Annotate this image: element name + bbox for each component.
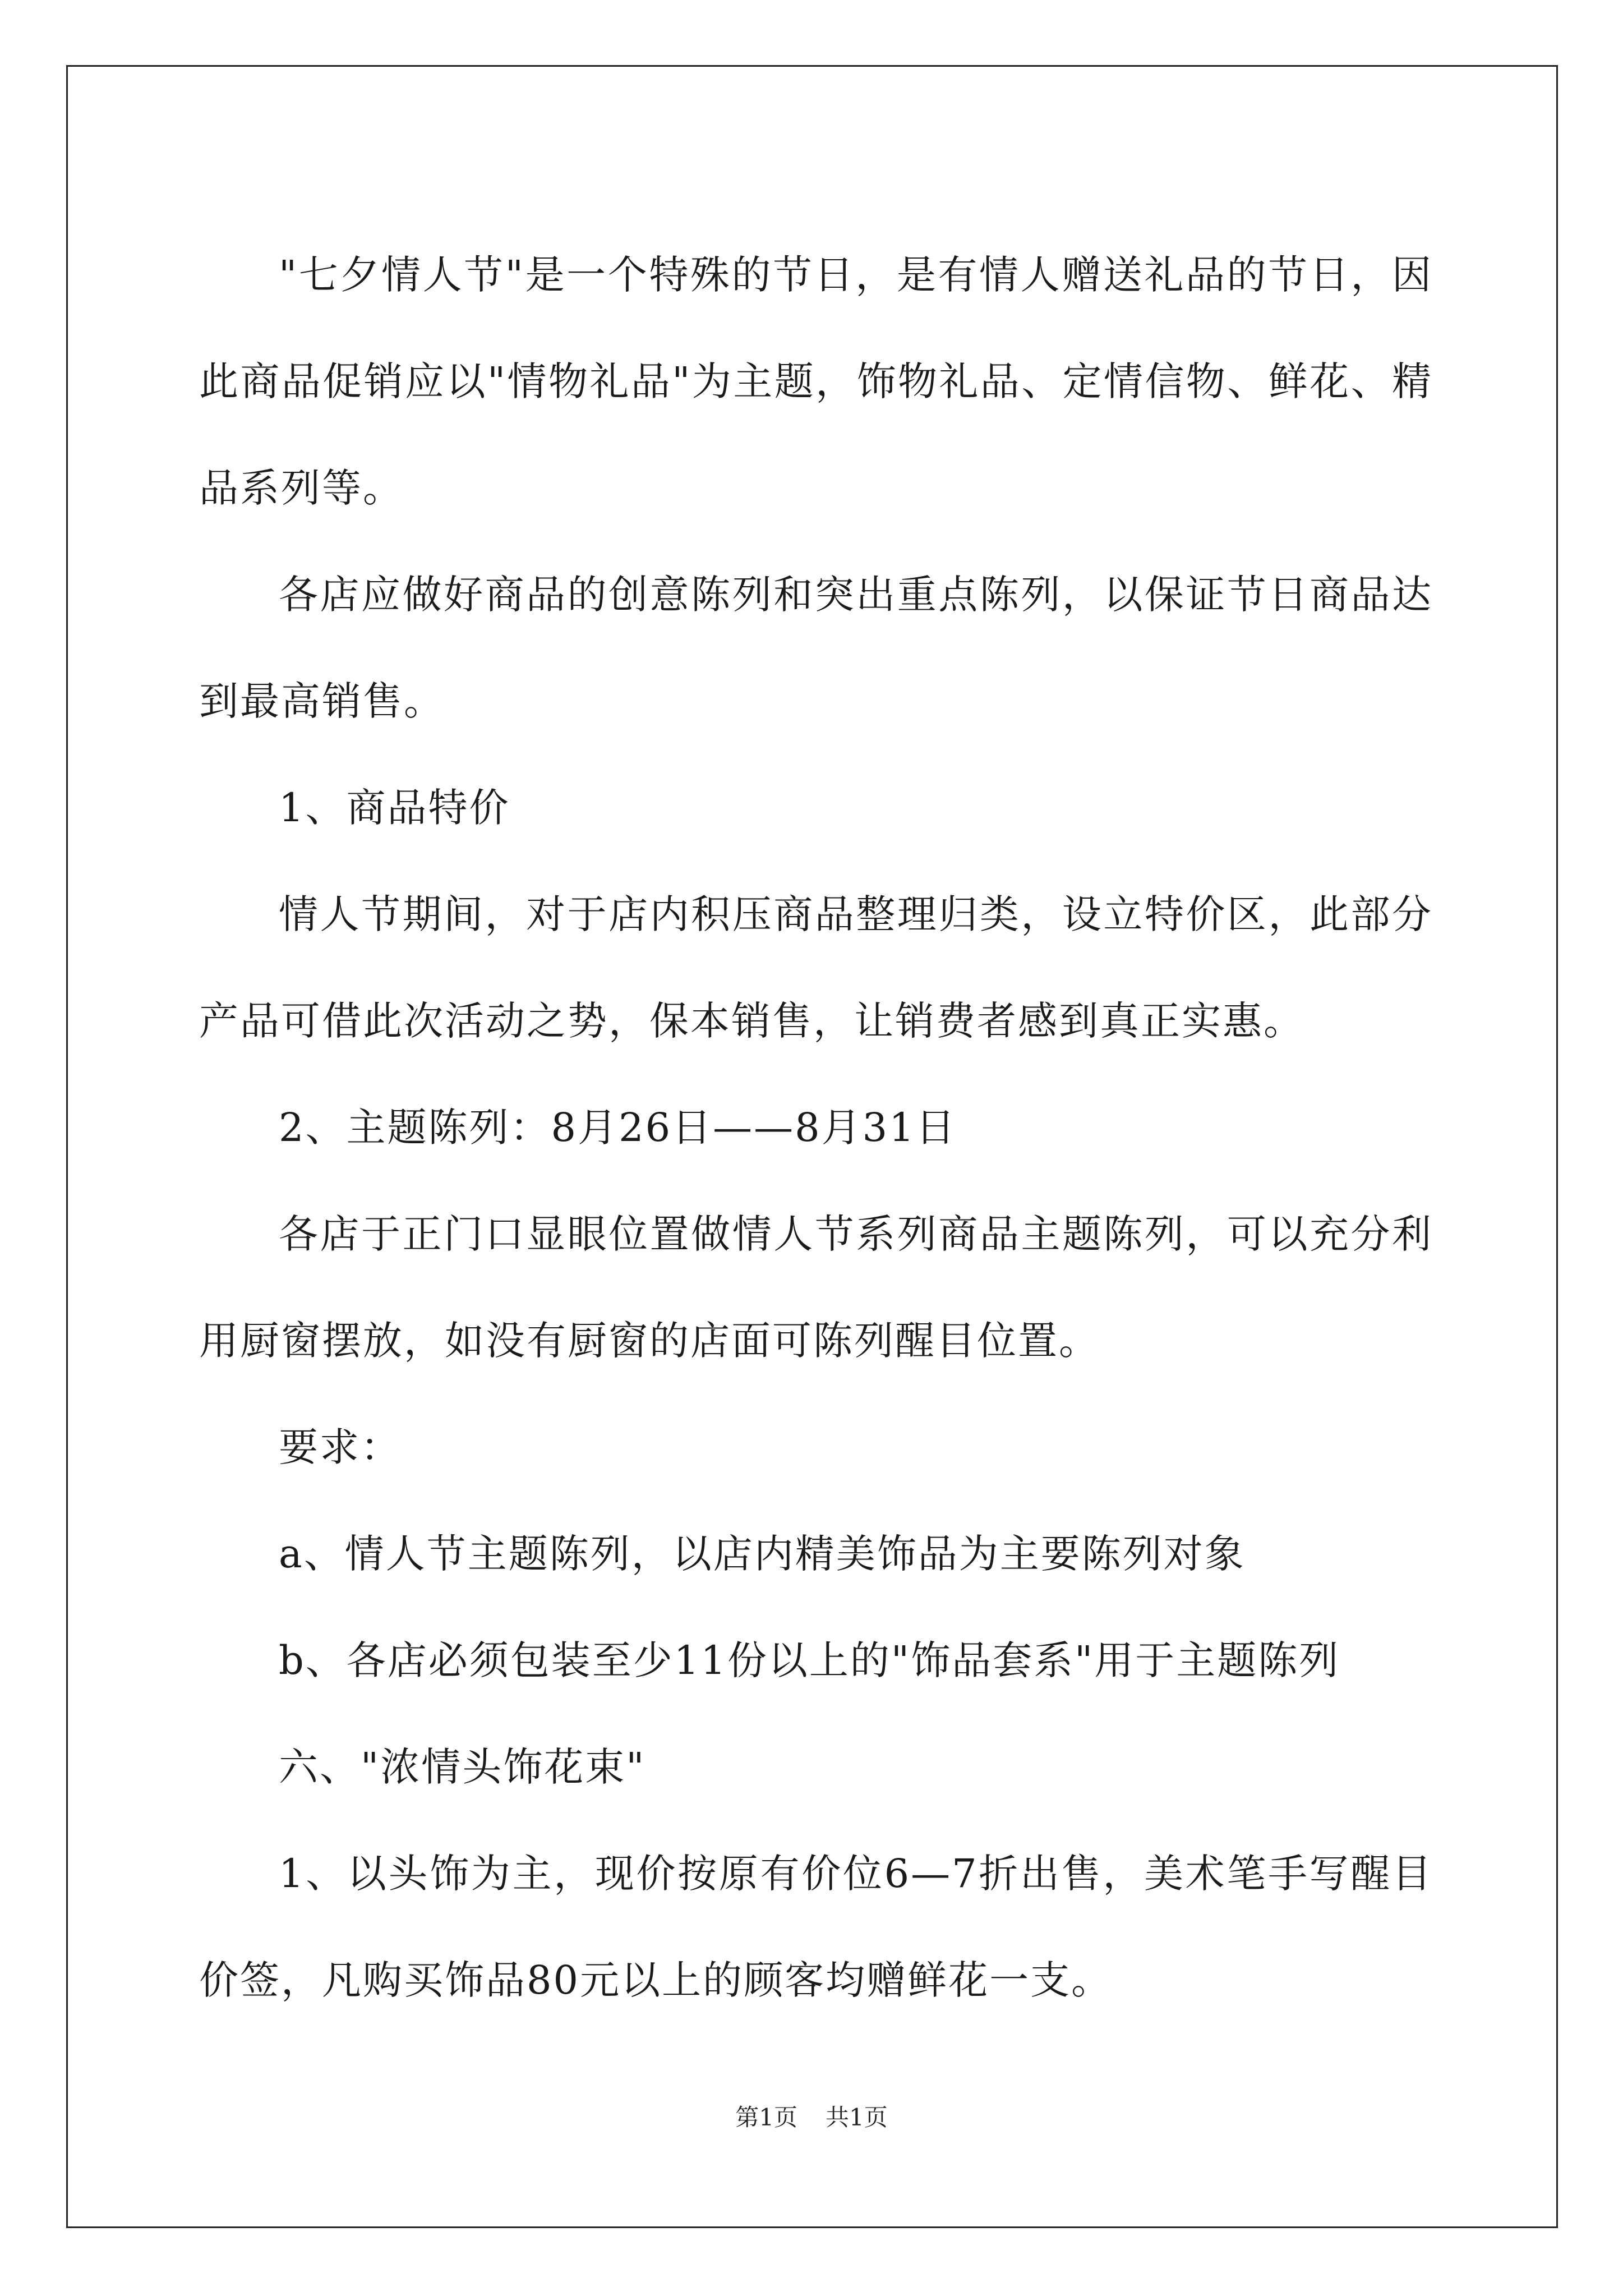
heading-theme-display: 2、主题陈列：8月26日——8月31日	[279, 1105, 957, 1151]
paragraph-theme-display: 各店于正门口显眼位置做情人节系列商品主题陈列，可以充分利用厨窗摆放，如没有厨窗的店面可陈列醒目位置。	[199, 1211, 1433, 1364]
paragraph-special-price: 情人节期间，对于店内积压商品整理归类，设立特价区，此部分产品可借此次活动之势，保本销售，让销费者感到真正实惠。	[199, 891, 1433, 1044]
requirement-item-a: a、情人节主题陈列，以店内精美饰品为主要陈列对象	[279, 1531, 1246, 1577]
heading-requirements: 要求：	[279, 1424, 402, 1470]
paragraph-display: 各店应做好商品的创意陈列和突出重点陈列，以保证节日商品达到最高销售。	[199, 572, 1433, 724]
heading-special-price: 1、商品特价	[279, 785, 510, 831]
heading-section-six: 六、"浓情头饰花束"	[279, 1744, 646, 1790]
page-number: 第1页	[735, 2104, 797, 2131]
requirement-item-b: b、各店必须包装至少11份以上的"饰品套系"用于主题陈列	[279, 1637, 1340, 1683]
page-footer	[0, 2101, 1623, 2134]
page-total: 共1页	[826, 2104, 888, 2131]
paragraph-intro: "七夕情人节"是一个特殊的节日，是有情人赠送礼品的节日，因此商品促销应以"情物礼品"为主题，饰物礼品、定情信物、鲜花、精品系列等。	[199, 252, 1433, 511]
paragraph-headwear: 1、以头饰为主，现价按原有价位6—7折出售，美术笔手写醒目价签，凡购买饰品80元以上的顾客均赠鲜花一支。	[199, 1851, 1433, 2003]
document-body	[199, 222, 1433, 2033]
